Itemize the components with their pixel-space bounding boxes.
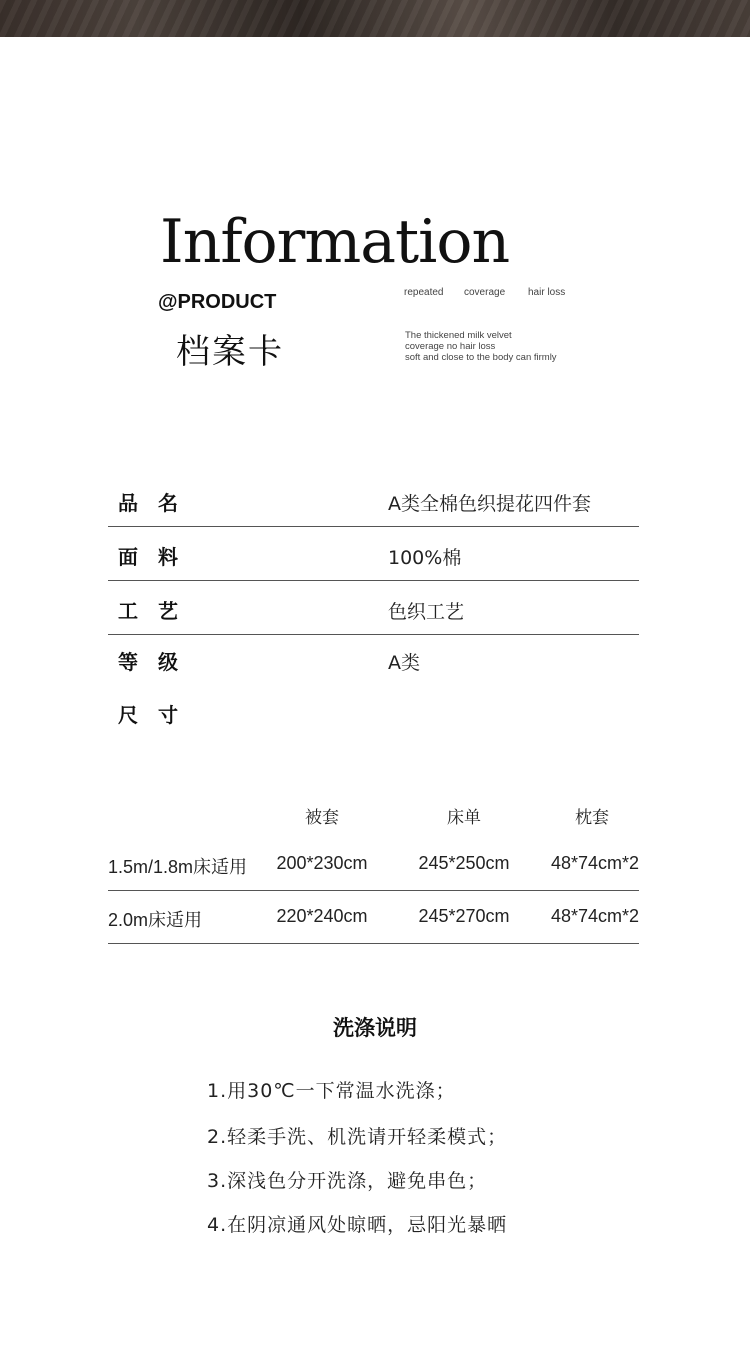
- size-duvet: 200*230cm: [276, 853, 368, 873]
- keyword-repeated: repeated: [404, 287, 444, 298]
- description-line: soft and close to the body can firmly: [405, 352, 557, 363]
- info-row-craft: [108, 582, 639, 635]
- size-bed: 1.5m/1.8m床适用: [108, 857, 248, 877]
- size-header-duvet: 被套: [305, 808, 339, 828]
- info-value: A类: [388, 652, 420, 674]
- info-label: 等级: [118, 650, 198, 674]
- info-label: 工艺: [118, 599, 198, 623]
- description-line: The thickened milk velvet: [405, 330, 512, 341]
- info-value: A类全棉色织提花四件套: [388, 493, 591, 515]
- size-header-sheet: 床单: [447, 808, 481, 828]
- keyword-coverage: coverage: [464, 287, 506, 298]
- info-row-fabric: [108, 528, 639, 581]
- washing-title: 洗涤说明: [333, 1016, 417, 1040]
- washing-item: 3.深浅色分开洗涤，避免串色；: [207, 1170, 488, 1192]
- info-value: 100%棉: [388, 547, 462, 569]
- headline: Information: [160, 207, 510, 277]
- size-duvet: 220*240cm: [276, 906, 368, 926]
- washing-item: 1.用30℃一下常温水洗涤；: [207, 1080, 456, 1102]
- info-row-grade: [108, 633, 639, 686]
- info-value: 色织工艺: [388, 601, 465, 623]
- description-line: coverage no hair loss: [405, 341, 496, 352]
- archive-card-title: 档案卡: [176, 332, 284, 372]
- washing-item: 4.在阴凉通风处晾晒，忌阳光暴晒: [207, 1214, 508, 1236]
- size-row: [108, 891, 639, 944]
- washing-item: 2.轻柔手洗、机洗请开轻柔模式；: [207, 1126, 508, 1148]
- keyword-hair-loss: hair loss: [528, 287, 566, 298]
- info-label: 尺寸: [118, 703, 198, 727]
- info-row-size: [108, 686, 639, 739]
- size-pillow: 48*74cm*2: [550, 853, 640, 873]
- size-header-pillow: 枕套: [575, 808, 609, 828]
- product-tag: @PRODUCT: [158, 291, 277, 313]
- size-sheet: 245*270cm: [418, 906, 510, 926]
- info-row-name: [108, 474, 639, 527]
- info-label: 品名: [118, 491, 198, 515]
- size-pillow: 48*74cm*2: [550, 906, 640, 926]
- product-description: [405, 330, 557, 363]
- size-sheet: 245*250cm: [418, 853, 510, 873]
- fabric-photo-strip: [0, 0, 750, 37]
- info-label: 面料: [118, 545, 198, 569]
- size-bed: 2.0m床适用: [108, 910, 203, 930]
- size-row: [108, 838, 639, 891]
